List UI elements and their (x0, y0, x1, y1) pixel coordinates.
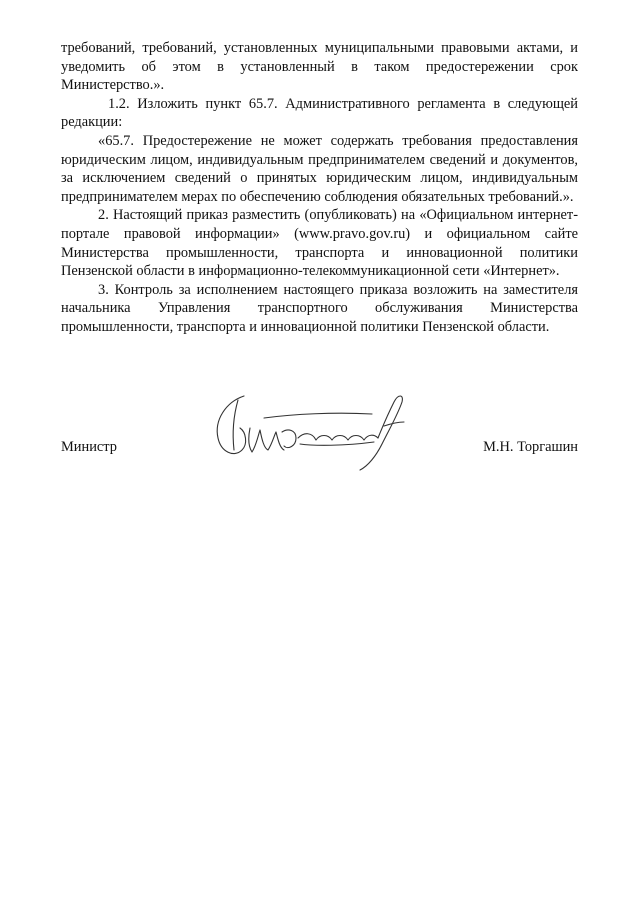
handwritten-signature (204, 388, 416, 480)
document-body (61, 39, 578, 337)
paragraph-item-3: 3. Контроль за исполнением настоящего приказа возложить на заместителя начальника Управления транспортного обслуживания Министерства промышленности, транспорта и инновационной политики Пензенской области. (61, 281, 578, 335)
paragraph-item-2: 2. Настоящий приказ разместить (опубликовать) на «Официальном интернет-портале правовой информации» (www.pravo.gov.ru) и официальном сайте Министерства промышленности, транспорта и инновационной политики Пензенской области в информационно-телекоммуникационной сети «Интернет». (61, 207, 578, 280)
signature-row (61, 438, 578, 458)
paragraph-continuation: требований, требований, установленных муниципальными правовыми актами, и уведомить об этом в установленный в таком предостережении срок Министерство.». (61, 40, 578, 94)
signatory-title: Министр (61, 439, 117, 455)
paragraph-item-1-2: 1.2. Изложить пункт 65.7. Административного регламента в следующей редакции: (61, 95, 578, 131)
paragraph-quoted-65-7: «65.7. Предостережение не может содержать требования предоставления юридическим лицом, индивидуальным предпринимателем сведений и документов, за исключением сведений о принятых юридическим лицом, индивидуальным предпринимателем мерах по обеспечению соблюдения обязательных требований.». (61, 132, 578, 205)
signatory-name: М.Н. Торгашин (483, 439, 578, 455)
